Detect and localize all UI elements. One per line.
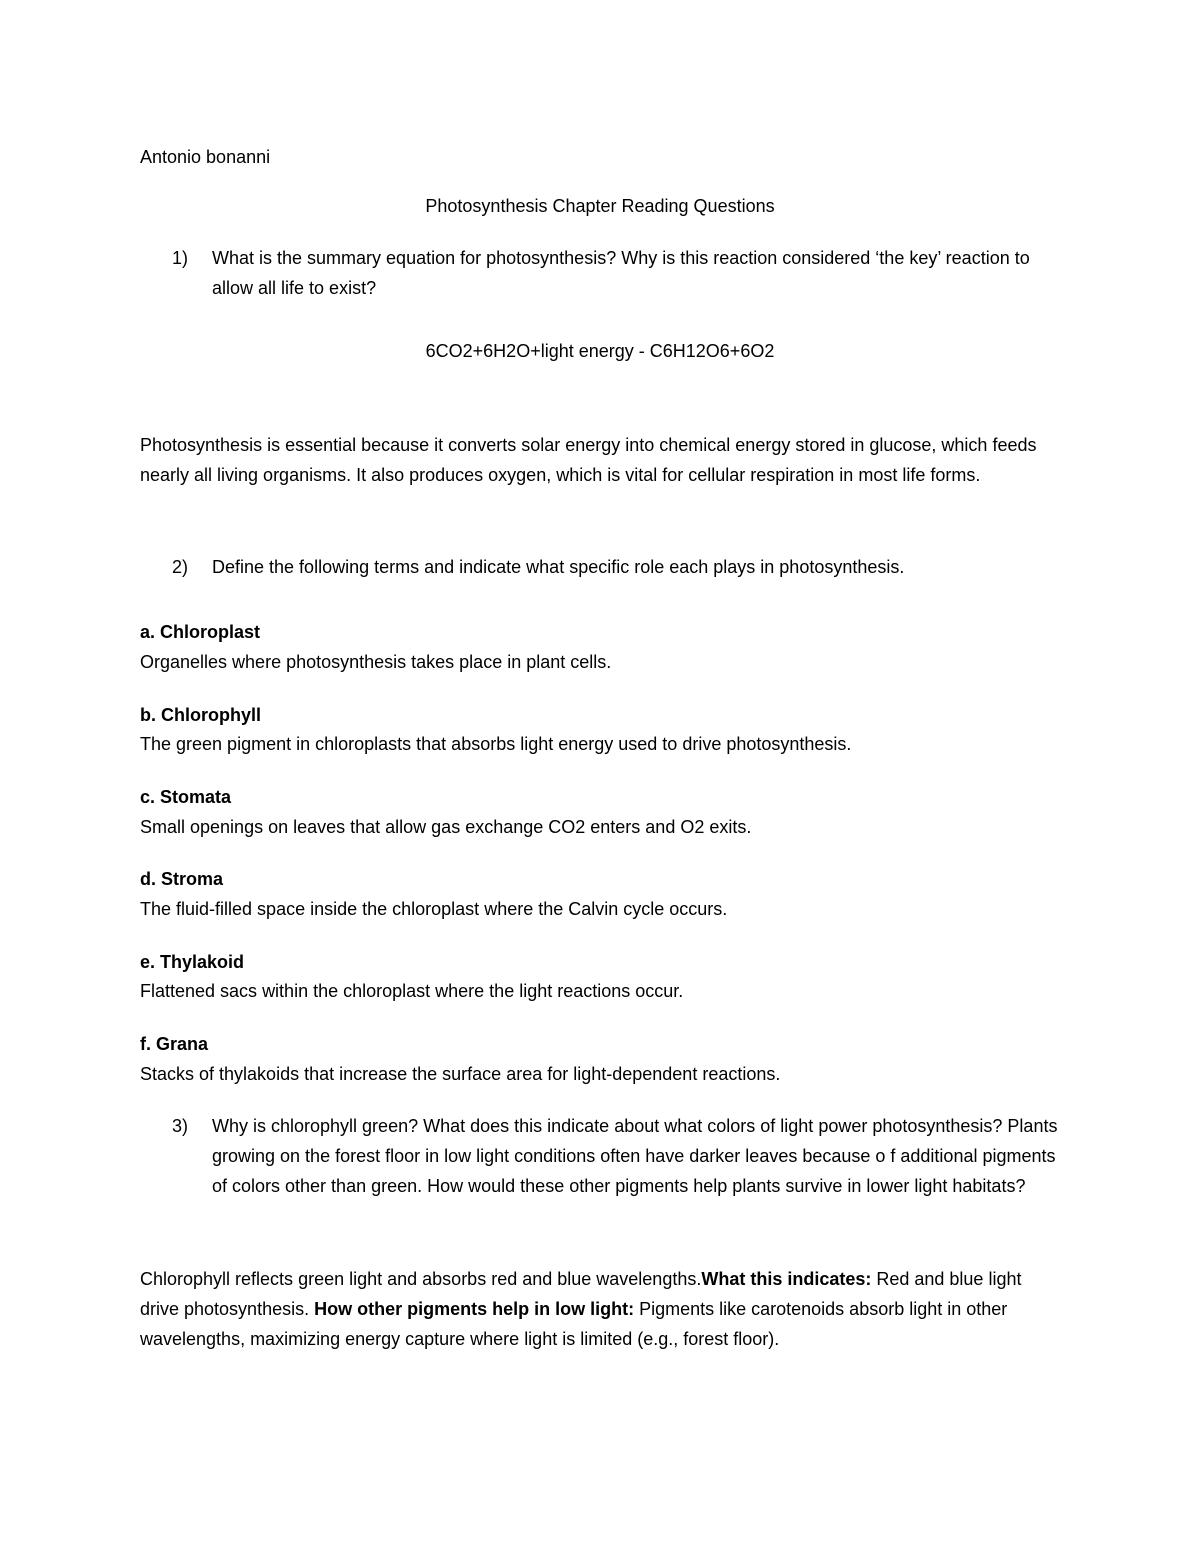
definition-thylakoid: Flattened sacs within the chloroplast where the light reactions occur. (140, 981, 684, 1001)
term-stroma: d. Stroma (140, 869, 224, 889)
photosynthesis-equation: 6CO2+6H2O+light energy - C6H12O6+6O2 (425, 341, 775, 361)
answer-3-part-3: Pigments like carotenoids absorb light in other wavelengths, maximizing energy capture where light is limited (e.g., forest floor). (140, 1299, 1008, 1349)
definition-stomata: Small openings on leaves that allow gas exchange CO2 enters and O2 exits. (140, 817, 752, 837)
question-3-text: Why is chlorophyll green? What does this indicate about what colors of light power photosynthesis? Plants growing on the forest floor in low light conditions often have darker leaves because o f additional pigments of colors other than green. How would these other pigments help plants survive in lower light habitats? (212, 1116, 1058, 1196)
term-stomata: c. Stomata (140, 787, 232, 807)
question-1-text: What is the summary equation for photosynthesis? Why is this reaction considered ‘the key’ reaction to allow all life to exist? (212, 248, 1030, 298)
question-3-number: 3) (172, 1116, 189, 1136)
author-name: Antonio bonanni (140, 147, 271, 167)
question-3-answer (140, 1264, 1060, 1354)
definition-grana: Stacks of thylakoids that increase the surface area for light-dependent reactions. (140, 1064, 781, 1084)
question-1-number: 1) (172, 248, 189, 268)
definition-stroma: The fluid-filled space inside the chloroplast where the Calvin cycle occurs. (140, 899, 728, 919)
question-1-answer: Photosynthesis is essential because it converts solar energy into chemical energy stored in glucose, which feeds nearly all living organisms. It also produces oxygen, which is vital for cellular respiration in most life forms. (140, 435, 1037, 485)
answer-3-part-1: Chlorophyll reflects green light and absorbs red and blue wavelengths. (140, 1269, 702, 1289)
question-2-number: 2) (172, 557, 189, 577)
term-grana: f. Grana (140, 1034, 209, 1054)
definition-chlorophyll: The green pigment in chloroplasts that absorbs light energy used to drive photosynthesis. (140, 734, 852, 754)
term-chlorophyll: b. Chlorophyll (140, 705, 261, 725)
term-chloroplast: a. Chloroplast (140, 622, 261, 642)
answer-3-part-2: Red and blue light drive photosynthesis. (140, 1269, 1022, 1319)
answer-3-label-pigments: How other pigments help in low light: (314, 1299, 635, 1319)
question-2-text: Define the following terms and indicate what specific role each plays in photosynthesis. (212, 557, 905, 577)
definition-chloroplast: Organelles where photosynthesis takes place in plant cells. (140, 652, 612, 672)
term-thylakoid: e. Thylakoid (140, 952, 245, 972)
answer-3-label-indicates: What this indicates: (701, 1269, 872, 1289)
document-title: Photosynthesis Chapter Reading Questions (425, 196, 775, 216)
